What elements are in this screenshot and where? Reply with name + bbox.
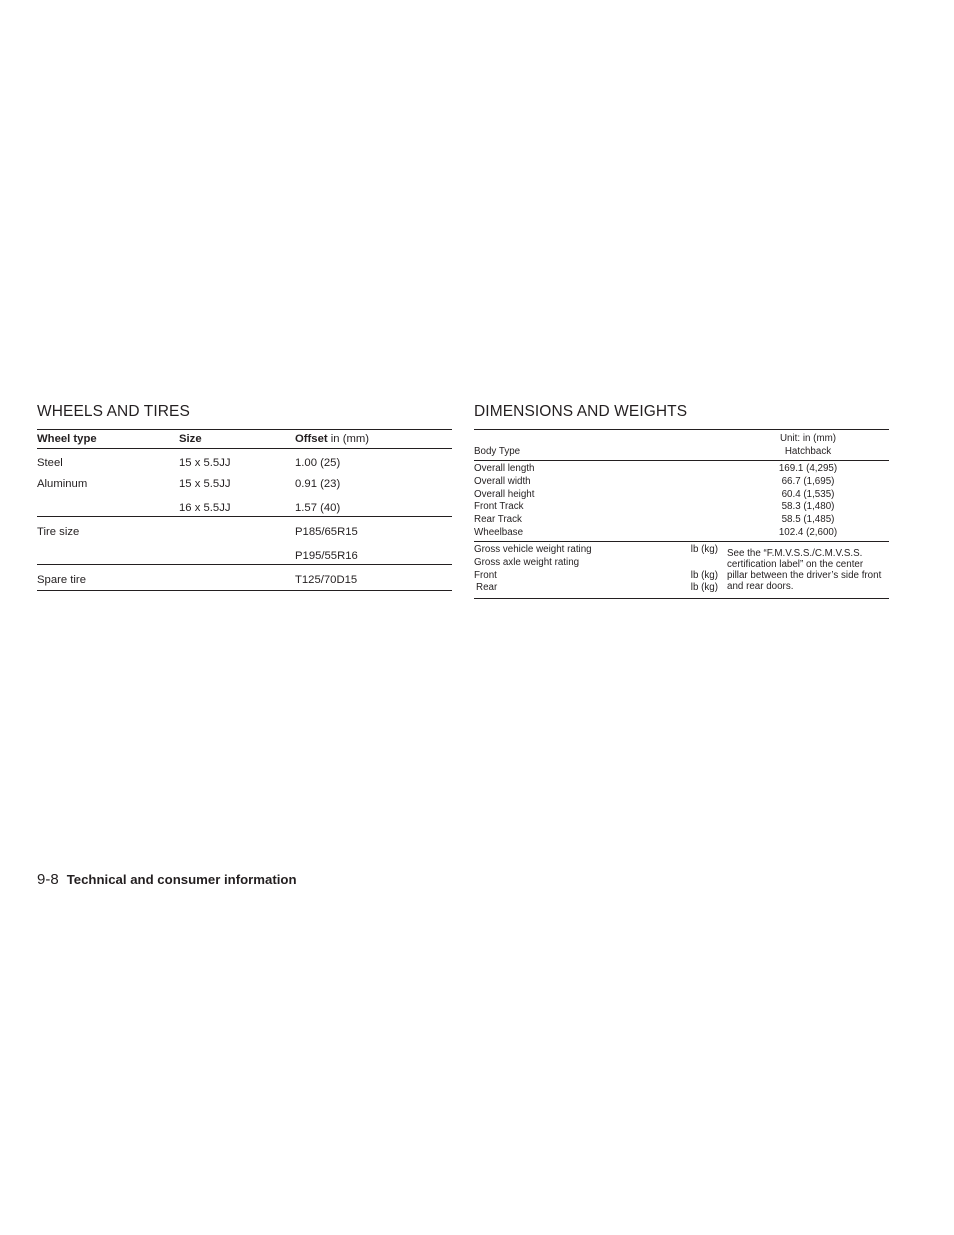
wheel-size-steel: 15 x 5.5JJ xyxy=(179,457,231,469)
dim-label-overall-width: Overall width xyxy=(474,476,531,487)
dim-value-overall-height: 60.4 (1,535) xyxy=(781,489,835,500)
dim-value-overall-length: 169.1 (4,295) xyxy=(778,463,838,474)
dim-value-wheelbase: 102.4 (2,600) xyxy=(778,527,838,538)
wheel-type-steel: Steel xyxy=(37,457,63,469)
dim-value-front-track: 58.3 (1,480) xyxy=(781,501,835,512)
gawr-rear-unit: lb (kg) xyxy=(690,582,718,593)
tire-size-2: P195/55R16 xyxy=(295,550,358,562)
wheels-top-rule xyxy=(37,429,452,430)
wheel-type-aluminum: Aluminum xyxy=(37,478,88,490)
dims-unit: Unit: in (mm) xyxy=(779,433,837,444)
tire-size-label: Tire size xyxy=(37,526,80,538)
weight-note: See the “F.M.V.S.S./C.M.V.S.S. certification label” on the center pillar between the driver’s side front and rear doors. xyxy=(727,548,882,592)
body-type-label: Body Type xyxy=(474,446,521,457)
wheels-rule-3 xyxy=(37,564,452,565)
dim-value-overall-width: 66.7 (1,695) xyxy=(781,476,835,487)
wheel-offset-aluminum-16: 1.57 (40) xyxy=(295,502,341,514)
gawr-rear-label: Rear xyxy=(476,582,498,593)
dim-label-overall-height: Overall height xyxy=(474,489,535,500)
gvwr-label: Gross vehicle weight rating xyxy=(474,544,592,555)
header-offset-unit: in (mm) xyxy=(327,433,370,445)
wheel-offset-aluminum-15: 0.91 (23) xyxy=(295,478,341,490)
page-footer xyxy=(37,871,297,888)
header-offset-label: Offset xyxy=(295,433,328,445)
dims-title: DIMENSIONS AND WEIGHTS xyxy=(474,403,688,420)
wheels-bottom-rule xyxy=(37,590,452,591)
gawr-front-label: Front xyxy=(474,570,497,581)
wheels-title: WHEELS AND TIRES xyxy=(37,403,190,420)
header-size: Size xyxy=(179,433,202,445)
gvwr-unit: lb (kg) xyxy=(690,544,718,555)
gawr-label: Gross axle weight rating xyxy=(474,557,580,568)
body-type-value: Hatchback xyxy=(784,446,832,457)
dim-value-rear-track: 58.5 (1,485) xyxy=(781,514,835,525)
spare-tire-value: T125/70D15 xyxy=(295,574,358,586)
header-wheel-type: Wheel type xyxy=(37,433,97,445)
wheels-header-rule xyxy=(37,448,452,449)
spare-tire-label: Spare tire xyxy=(37,574,86,586)
dims-rule-2 xyxy=(474,541,889,542)
gawr-front-unit: lb (kg) xyxy=(690,570,718,581)
wheel-size-aluminum-16: 16 x 5.5JJ xyxy=(179,502,231,514)
dims-bottom-rule xyxy=(474,598,889,599)
dims-header-rule xyxy=(474,460,889,461)
page-number: 9-8 xyxy=(37,871,59,888)
tire-size-1: P185/65R15 xyxy=(295,526,358,538)
dim-label-rear-track: Rear Track xyxy=(474,514,522,525)
wheel-size-aluminum-15: 15 x 5.5JJ xyxy=(179,478,231,490)
dims-top-rule xyxy=(474,429,889,430)
section-title: Technical and consumer information xyxy=(66,872,297,887)
dim-label-overall-length: Overall length xyxy=(474,463,535,474)
dim-label-wheelbase: Wheelbase xyxy=(474,527,524,538)
wheels-rule-2 xyxy=(37,516,452,517)
header-offset xyxy=(295,433,369,445)
dim-label-front-track: Front Track xyxy=(474,501,524,512)
wheel-offset-steel: 1.00 (25) xyxy=(295,457,341,469)
